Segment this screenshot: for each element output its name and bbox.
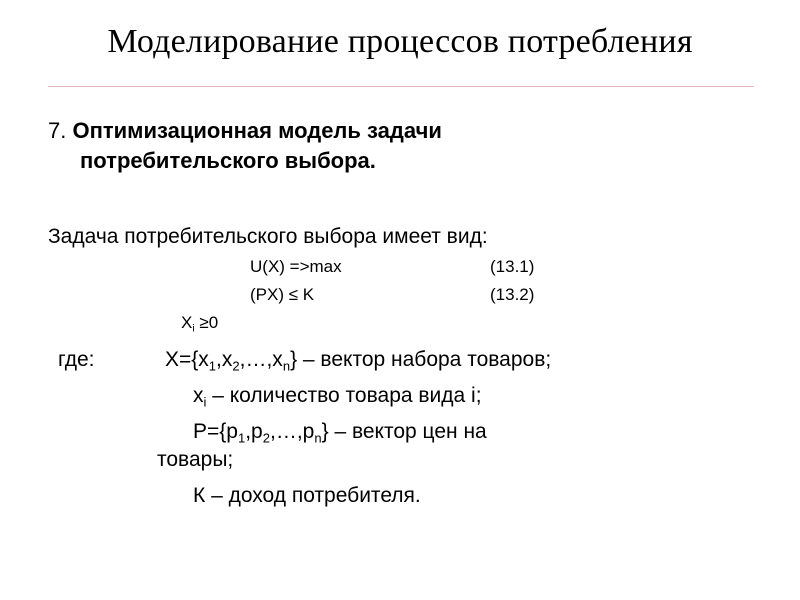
p-vector-definition: $P=\{p_1,p_2,\dots,p_n\}$ – вектор цен на — [193, 420, 487, 446]
p-vector-continuation: товары; — [157, 448, 234, 471]
section-heading — [48, 116, 748, 176]
title-divider — [48, 86, 754, 87]
x-vector-definition: $X=\{x_1,x_2,\dots,x_n\}$ – вектор набора товаров; — [165, 348, 552, 374]
equation-1-tag: (13.1) — [490, 257, 535, 276]
heading-number: 7. — [48, 118, 73, 143]
xi-definition: $x_i$ – количество товара вида i; — [193, 384, 482, 410]
equation-2-tag: (13.2) — [490, 285, 535, 304]
heading-line-1: Оптимизационная модель задачи — [72, 118, 442, 143]
equation-1-expr: U(X) =>max — [250, 257, 342, 276]
equation-2-expr: (PX) ≤ K — [250, 285, 315, 304]
nonnegativity-constraint: $X_i \ge 0$ — [181, 313, 219, 335]
lead-text: Задача потребительского выбора имеет вид: — [48, 225, 488, 248]
slide-title: Моделирование процессов потребления — [107, 23, 693, 60]
where-label: где: — [58, 348, 95, 371]
heading-line-2: потребительского выбора. — [80, 148, 376, 173]
k-definition: К – доход потребителя. — [193, 484, 421, 507]
